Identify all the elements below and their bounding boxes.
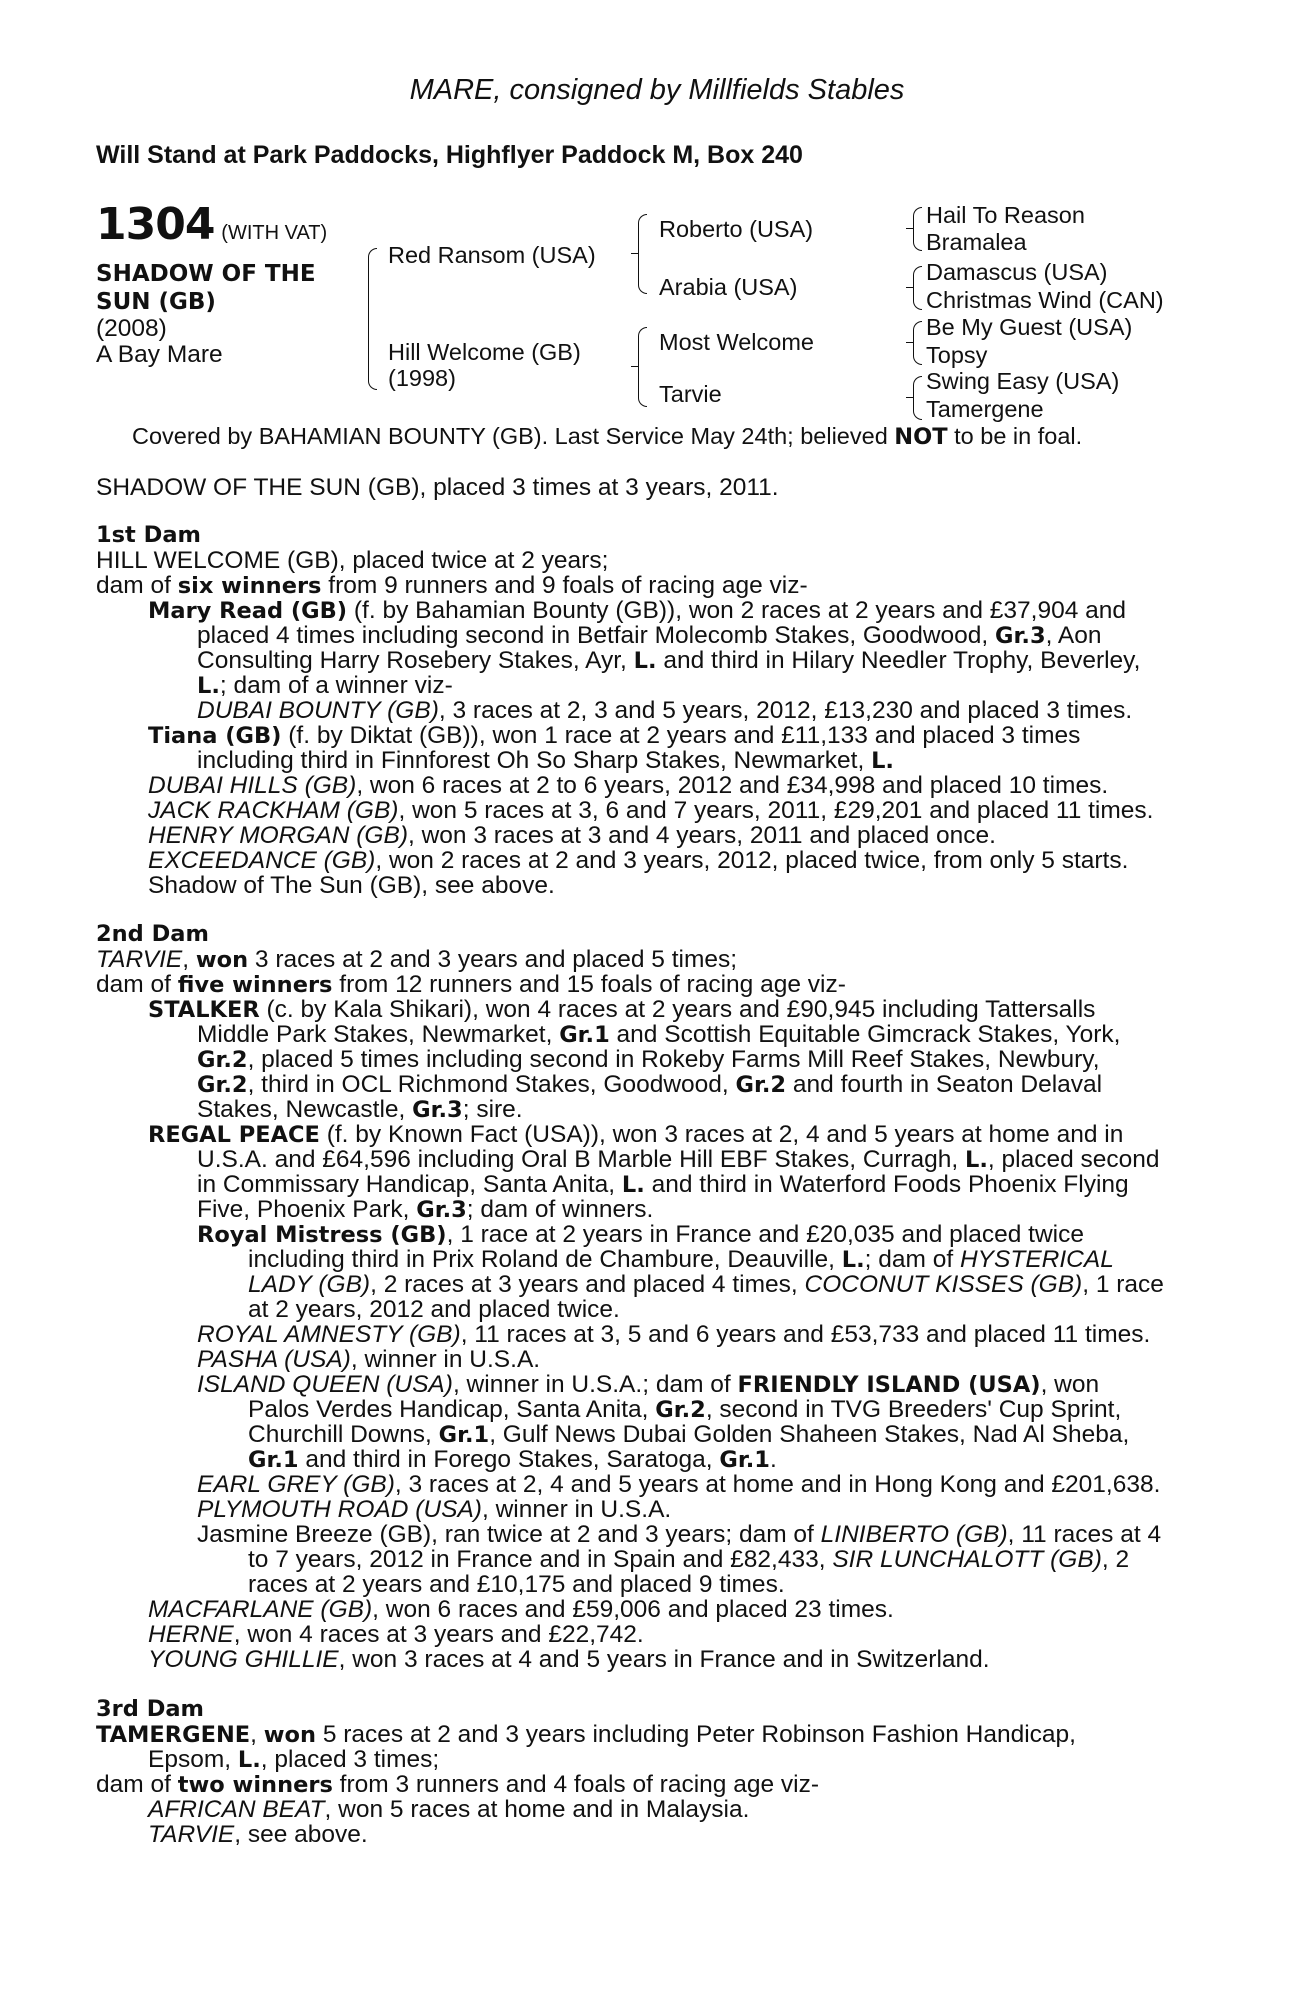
pedigree-g7: Swing Easy (USA) [926,368,1120,394]
produce-line [148,1822,368,1848]
text: and fourth in Seaton Delaval [786,1071,1103,1098]
produce-line [148,1647,990,1673]
text: , placed second [987,1146,1160,1173]
horse-name: Royal Mistress (GB) [197,1222,447,1248]
horse-name: FRIENDLY ISLAND (USA) [737,1372,1041,1398]
text: , winner in U.S.A.; dam of [452,1371,738,1398]
pedigree-g5: Be My Guest (USA) [926,314,1133,340]
grade: Gr.2 [197,1047,248,1073]
grade: L. [621,1172,645,1198]
text: (f. by Bahamian Bounty (GB)), won 2 races at 2 years and £37,904 and [347,597,1127,624]
pedigree-g6: Topsy [926,342,988,368]
horse-name: COCONUT KISSES (GB) [804,1271,1083,1298]
produce-line [197,1197,653,1224]
pedigree-brace-g2 [913,266,922,310]
text: , Gulf News Dubai Golden Shaheen Stakes, Nad Al Sheba, [489,1421,1130,1448]
pedigree-brace-sire [638,214,647,294]
text: and third in Waterford Foods Phoenix Flying [644,1171,1129,1198]
grade: L. [197,673,220,699]
pedigree-brace-dam [638,327,647,407]
text: (f. by Known Fact (USA)), won 3 races at 2, 4 and 5 years at home and in [319,1121,1124,1148]
text: dam of [96,572,178,599]
horse-name: ISLAND QUEEN (USA) [197,1371,453,1398]
grade: Gr.3 [416,1197,467,1223]
horse-name: LADY (GB) [248,1271,371,1298]
text: , won 4 races at 3 years and £22,742. [233,1621,644,1648]
horse-name: ROYAL AMNESTY (GB) [197,1321,461,1348]
text: from 9 runners and 9 foals of racing age viz- [321,572,808,599]
text: placed 4 times including second in Betfair Molecomb Stakes, Goodwood, [197,622,996,649]
text: , placed 3 times; [260,1746,440,1773]
text: Jasmine Breeze (GB), ran twice at 2 and 3 years; dam of [197,1521,821,1548]
second-dam-heading: 2nd Dam [96,921,209,947]
horse-description: A Bay Mare [96,341,223,368]
produce-line [248,1422,1129,1449]
pedigree-brace-g1-tip [906,228,913,229]
produce-line [197,1172,1129,1199]
text: , 3 races at 2, 4 and 5 years at home and in Hong Kong and £201,638. [394,1471,1161,1498]
text: , won 2 races at 2 and 3 years, 2012, placed twice, from only 5 starts. [375,847,1129,874]
text: U.S.A. and £64,596 including Oral B Marble Hill EBF Stakes, Curragh, [197,1146,966,1173]
text: . [769,1446,777,1473]
pedigree-dam-dam: Tarvie [659,381,722,407]
text: and third in Forego Stakes, Saratoga, [298,1446,720,1473]
text: Consulting Harry Rosebery Stakes, Ayr, [197,647,634,674]
produce-line [197,673,453,700]
pedigree-sire-sire: Roberto (USA) [659,216,814,242]
produce-line [197,748,894,775]
produce-line [197,1097,523,1124]
pedigree-g8: Tamergene [926,396,1044,422]
horse-name: REGAL PEACE [148,1122,320,1148]
pedigree-dam-sire: Most Welcome [659,329,814,355]
horse-name: TARVIE [96,946,183,973]
produce-tiana [148,723,1080,750]
stand-location: Will Stand at Park Paddocks, Highflyer Paddock M, Box 240 [96,141,803,169]
covering-note [132,424,1082,451]
text: 5 races at 2 and 3 years including Peter Robinson Fashion Handicap, [316,1721,1076,1748]
produce-line [197,1372,1099,1399]
covering-text: Covered by BAHAMIAN BOUNTY (GB). Last Service May 24th; believed [132,423,895,449]
produce-line [148,823,996,849]
text: ; dam of [864,1246,960,1273]
produce-line [197,1072,1102,1099]
produce-regal-peace [148,1122,1123,1149]
horse-name-line2: SUN (GB) [96,289,216,315]
produce-line [148,1597,894,1623]
winner-count: two winners [177,1772,333,1798]
text: , 2 [1101,1546,1130,1573]
produce-line [197,1497,671,1523]
horse-name: HENRY MORGAN (GB) [148,822,408,849]
first-dam-heading: 1st Dam [96,522,201,548]
grade: Gr.1 [438,1422,490,1448]
lot-number-line [96,199,328,250]
pedigree-brace-g3-tip [906,342,913,343]
produce-line [248,1397,1121,1424]
pedigree-g1: Hail To Reason [926,202,1085,228]
text: won [195,947,249,973]
pedigree-brace-g4-tip [906,397,913,398]
third-dam-heading: 3rd Dam [96,1696,204,1722]
horse-name: HYSTERICAL [959,1246,1114,1273]
text: , Aon [1045,622,1102,649]
pedigree-brace-main [368,248,377,390]
pedigree-dam: Hill Welcome (GB) [388,339,581,365]
horse-name: PLYMOUTH ROAD (USA) [197,1496,482,1523]
horse-name: HERNE [148,1621,234,1648]
produce-line [197,648,1140,675]
text: from 12 runners and 15 foals of racing age viz- [332,971,846,998]
text: ; dam of a winner viz- [219,672,453,699]
text: , 11 races at 4 [1007,1521,1162,1548]
text: , 1 race at 2 years in France and £20,035 and placed twice [446,1221,1084,1248]
grade: Gr.1 [559,1022,610,1048]
horse-name: MACFARLANE (GB) [148,1596,373,1623]
text: , 1 race [1082,1271,1164,1298]
text: , won 3 races at 4 and 5 years in France and in Switzerland. [338,1646,990,1673]
text: and third in Hilary Needler Trophy, Beverley, [656,647,1141,674]
text: and Scottish Equitable Gimcrack Stakes, York, [609,1021,1121,1048]
horse-name: EXCEEDANCE (GB) [148,847,376,874]
text: including third in Prix Roland de Chambure, Deauville, [248,1246,842,1273]
text: Palos Verdes Handicap, Santa Anita, [248,1396,656,1423]
produce-line [148,1797,749,1823]
pedigree-brace-g2-tip [906,287,913,288]
horse-name: PASHA (USA) [197,1346,351,1373]
text: , third in OCL Richmond Stakes, Goodwood, [247,1071,736,1098]
grade: Gr.2 [655,1397,706,1423]
text: ; sire. [462,1096,523,1123]
horse-name: DUBAI BOUNTY (GB) [197,697,439,724]
lot-number: 1304 [96,199,215,250]
horse-name: YOUNG GHILLIE [148,1646,339,1673]
text: ; dam of winners. [466,1196,654,1223]
pedigree-dam-year: (1998) [388,365,456,391]
text: Epsom, [148,1746,238,1773]
text: , placed 5 times including second in Rokeby Farms Mill Reef Stakes, Newbury, [247,1046,1100,1073]
pedigree-sire: Red Ransom (USA) [388,242,596,268]
produce-line [148,1622,644,1648]
produce-line [248,1447,777,1474]
produce-line: races at 2 years and £10,175 and placed 9 times. [248,1571,785,1598]
horse-name: AFRICAN BEAT [148,1796,325,1823]
text: , won 5 races at 3, 6 and 7 years, 2011, £29,201 and placed 11 times. [398,797,1154,824]
horse-name: SIR LUNCHALOTT (GB) [832,1546,1102,1573]
text: in Commissary Handicap, Santa Anita, [197,1171,622,1198]
horse-name [96,260,316,316]
produce-line [197,698,1132,724]
winner-count: six winners [177,573,322,599]
text: , 3 races at 2, 3 and 5 years, 2012, £13,230 and placed 3 times. [438,697,1133,724]
produce-mary-read [148,598,1126,625]
text: Five, Phoenix Park, [197,1196,417,1223]
second-dam-produce-line [96,972,846,999]
text: dam of [96,1771,178,1798]
horse-name: Mary Read (GB) [148,598,348,624]
pedigree-g4: Christmas Wind (CAN) [926,287,1164,313]
produce-stalker [148,997,1095,1024]
horse-name: LINIBERTO (GB) [820,1521,1008,1548]
catalogue-header: MARE, consigned by Millfields Stables [409,74,905,106]
produce-line [197,1347,540,1373]
text: , won 5 races at home and in Malaysia. [324,1796,750,1823]
text: (f. by Diktat (GB)), won 1 race at 2 years and £11,133 and placed 3 times [281,722,1081,749]
text: , [182,946,196,973]
text: Churchill Downs, [248,1421,439,1448]
pedigree-sire-dam: Arabia (USA) [659,274,798,300]
horse-name-line1: SHADOW OF THE [96,261,316,287]
pedigree-brace-g1 [913,207,922,251]
first-dam-produce-line [96,573,808,600]
produce-line [197,623,1101,650]
text: won [263,1722,317,1748]
pedigree-g3: Damascus (USA) [926,259,1108,285]
produce-line [248,1547,1129,1573]
horse-summary: SHADOW OF THE SUN (GB), placed 3 times at 3 years, 2011. [96,474,779,501]
text: including third in Finnforest Oh So Sharp Stakes, Newmarket, [197,747,872,774]
produce-line [248,1272,1164,1298]
text: , winner in U.S.A. [481,1496,672,1523]
text: , 2 races at 3 years and placed 4 times, [370,1271,805,1298]
horse-name: JACK RACKHAM (GB) [148,797,399,824]
third-dam-line [96,1722,1076,1749]
text: , won [1040,1371,1100,1398]
third-dam-line [148,1747,439,1774]
grade: Gr.2 [197,1072,248,1098]
text: , [250,1721,264,1748]
grade: L. [237,1747,261,1773]
text: , 11 races at 3, 5 and 6 years and £53,733 and placed 11 times. [460,1321,1151,1348]
grade: Gr.2 [735,1072,787,1098]
horse-year: (2008) [96,315,167,342]
horse-name: DUBAI HILLS (GB) [148,772,357,799]
winner-count: five winners [177,972,333,998]
text: , won 3 races at 3 and 4 years, 2011 and placed once. [408,822,996,849]
text: , won 6 races and £59,006 and placed 23 times. [372,1596,894,1623]
text: Middle Park Stakes, Newmarket, [197,1021,560,1048]
text: 3 races at 2 and 3 years and placed 5 times; [248,946,738,973]
vat-note: (WITH VAT) [221,222,328,244]
grade: Gr.3 [995,623,1046,649]
produce-line [197,1322,1150,1348]
grade: L. [633,648,657,674]
horse-name: EARL GREY (GB) [197,1471,395,1498]
produce-line [197,1472,1160,1498]
second-dam-line [96,947,737,974]
horse-name: TARVIE [148,1821,235,1848]
horse-name: STALKER [148,997,260,1023]
produce-line [197,1147,1160,1174]
horse-name: TAMERGENE [96,1722,251,1748]
pedigree-brace-sire-tip [631,253,638,254]
text: , winner in U.S.A. [350,1346,541,1373]
text: , won 6 races at 2 to 6 years, 2012 and £34,998 and placed 10 times. [356,772,1109,799]
produce-line [197,1022,1120,1049]
third-dam-produce-line [96,1772,819,1799]
grade: L. [841,1247,865,1273]
produce-line: at 2 years, 2012 and placed twice. [248,1296,620,1323]
produce-line [148,798,1153,824]
covering-text-end: to be in foal. [947,423,1083,449]
grade: Gr.1 [719,1447,770,1473]
grade: L. [871,748,894,774]
produce-line [248,1247,1114,1274]
text: Stakes, Newcastle, [197,1096,413,1123]
text: from 3 runners and 4 foals of racing age viz- [332,1771,820,1798]
first-dam-line: HILL WELCOME (GB), placed twice at 2 years; [96,547,609,574]
covering-not: NOT [894,424,948,450]
text: to 7 years, 2012 in France and in Spain and £82,433, [248,1546,833,1573]
pedigree-brace-g3 [913,321,922,365]
text: dam of [96,971,178,998]
grade: Gr.3 [412,1097,463,1123]
produce-line [148,773,1108,799]
produce-line: Shadow of The Sun (GB), see above. [148,872,555,899]
produce-line [197,1047,1100,1074]
horse-name: Tiana (GB) [148,723,282,749]
produce-royal-mistress [197,1222,1084,1249]
produce-line [148,848,1128,874]
pedigree-brace-g4 [913,376,922,420]
grade: L. [965,1147,988,1173]
pedigree-brace-dam-tip [631,366,638,367]
text: , see above. [234,1821,368,1848]
produce-line [197,1522,1161,1548]
grade: Gr.1 [248,1447,299,1473]
pedigree-g2: Bramalea [926,229,1027,255]
text: , second in TVG Breeders' Cup Sprint, [705,1396,1122,1423]
text: (c. by Kala Shikari), won 4 races at 2 years and £90,945 including Tattersalls [259,996,1096,1023]
